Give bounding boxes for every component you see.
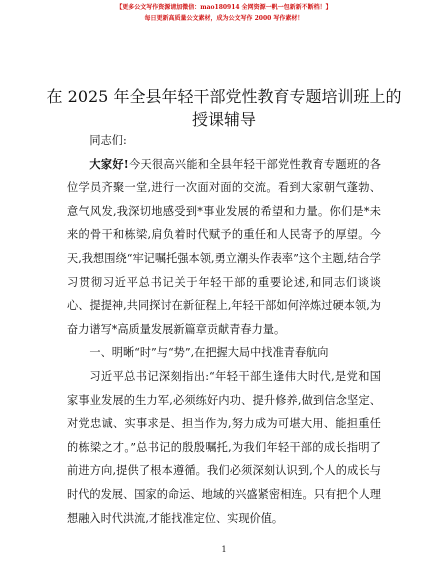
paragraph-2: 习近平总书记深刻指出:“年轻干部生逢伟大时代,是党和国家事业发展的生力军,必须练好内功、提升修养,做到信念坚定、对党忠诚、实事求是、担当作为,努力成为可堪大用、能担重任的栋梁之才。”总书记的殷殷嘱托,为我们年轻干部的成长指明了前进方向,提供了根本遵循。我们必须深刻认识到,个人的成长与时代的发展、国家的命运、地域的兴盛紧密相连。只有把个人理想融入时代洪流,才能找准定位、实现价值。	[67, 369, 381, 525]
promo-banner-line-2: 每日更新高质量公文素材，成为公文写作 2000 写作素材！	[144, 15, 304, 22]
salutation: 同志们:	[89, 134, 127, 147]
document-title: 在 2025 年全县年轻干部党性教育专题培训班上的授课辅导	[46, 87, 402, 129]
document-body	[67, 129, 381, 530]
paragraph-1-text: 今天很高兴能和全县年轻干部党性教育专题班的各位学员齐聚一堂,进行一次面对面的交流。看到大家朝气蓬勃、意气风发,我深切地感受到*事业发展的希望和力量。你们是*未来的骨干和栋梁,肩负着时代赋予的重任和人民寄予的厚望。今天,我想围绕“牢记嘱托强本领,勇立潮头作表率”这个主题,结合学习贯彻习近平总书记关于年轻干部的重要论述,和同志们谈谈心、提提神,共同探讨在新征程上,年轻干部如何淬炼过硬本领,为奋力谱写*高质量发展新篇章贡献青春力量。	[67, 157, 381, 336]
page-number: 1	[221, 545, 227, 554]
section-heading-1: 一、明晰“时”与“势”,在把握大局中找准青春航向	[89, 346, 329, 360]
paragraph-1	[67, 153, 381, 342]
greeting-lead: 大家好!	[89, 156, 129, 171]
promo-banner-line-1: 【更多公文写作资源请加微信：mao180914 全网资源一帆一包新新不断档！】	[116, 4, 332, 11]
